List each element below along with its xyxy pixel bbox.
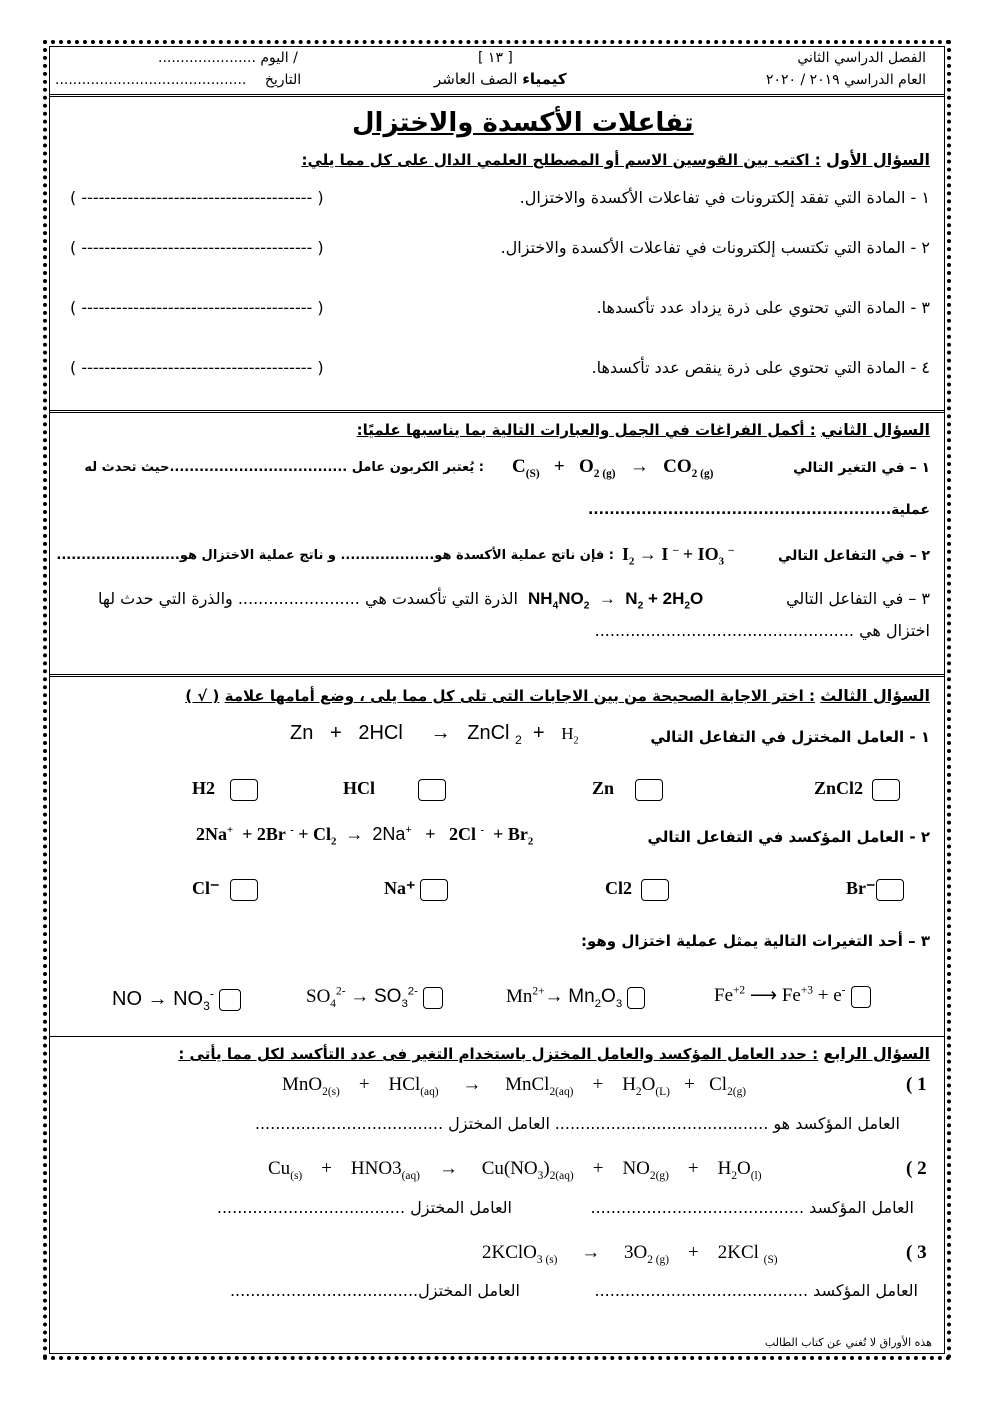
q3-3-option-no: NO → $NO_3^-$ [112, 986, 241, 1013]
q2-item-1-line2: عملية......................................................... [587, 502, 930, 518]
day-label: اليوم / [260, 50, 298, 66]
subject-grade [434, 70, 567, 88]
q3-3-checkbox-mn[interactable] [627, 987, 645, 1009]
q4-1-equation: MnO$_{2(s)}$ + HCl$_{(aq)}$ → MnCl$_{2(aq)}$ + $H_2O_{(L)} + Cl_{2(g)}$ [282, 1074, 747, 1098]
q3-3-option-so4: $SO_4^{2-} \to SO_3^{2-}$ [306, 986, 443, 1010]
q3-1-checkbox-h2[interactable] [230, 779, 258, 801]
header-divider [49, 94, 945, 97]
q3-3-checkbox-no[interactable] [219, 989, 241, 1011]
q3-2-checkbox-cl2[interactable] [641, 879, 669, 901]
subject: كيمياء [522, 70, 567, 88]
q3-1-checkbox-hcl[interactable] [418, 779, 446, 801]
q2-heading [357, 420, 930, 439]
q2-item-3-equation: $NH_4NO_2 \to N_2 + 2H_2O$ [528, 589, 704, 612]
q3-check-mark: ( √ ) [185, 687, 220, 705]
date-dots: ........................................... [55, 72, 247, 88]
q1-item-1: ١ - المادة التي تفقد إلكترونات في تفاعلات الأكسدة والاختزال. [519, 188, 930, 207]
q4-2-oxidizer[interactable]: العامل المؤكسد .......................................... [590, 1198, 914, 1217]
q2-item-2-equation: $I_2 \to I$ $^- + IO_3$ – [622, 544, 734, 568]
q3-label: السؤال الثالث [820, 686, 930, 705]
q2-item-1-prefix: ١ – في التغير التالي [793, 460, 930, 476]
academic-year: العام الدراسي ٢٠١٩ / ٢٠٢٠ [765, 72, 926, 88]
q3-1-option-zn: Zn [592, 778, 663, 801]
q3-item-1-prefix: ١ - العامل المختزل في التفاعل التالي [650, 728, 930, 746]
q3-1-option-hcl: HCl [343, 778, 446, 801]
page-title: تفاعلات الأكسدة والاختزال [352, 108, 694, 138]
q4-1-oxidizer[interactable]: العامل المؤكسد هو .......................................... [554, 1114, 900, 1133]
q3-2-option-cl2: Cl2 [605, 878, 669, 901]
q1-heading [301, 150, 930, 169]
q4-1-number: ( 1 [906, 1074, 927, 1095]
q3-3-option-mn: $Mn^{2+}\to Mn_2O_3$ [506, 986, 645, 1010]
q1-answer-3[interactable]: ( ---------------------------------------- ) [70, 298, 324, 317]
q4-2-equation: $Cu_{(s)}$ + $HNO3_{(aq)}$ → $Cu(NO_3)_{2(aq)}$ + $NO_{2(g)}$ + $H_2O_{(l)}$ [268, 1158, 762, 1182]
q4-1-reducer[interactable]: العامل المختزل ..................................... [254, 1114, 550, 1133]
q3-1-checkbox-zncl2[interactable] [872, 779, 900, 801]
q3-3-checkbox-so4[interactable] [423, 987, 443, 1009]
q2-item-2-text: : فإن ناتج عملية الأكسدة هو................... و ناتج عملية الاختزال هو......................... [56, 548, 614, 563]
q1-label: السؤال الأول [826, 150, 930, 169]
q2-instruction: : أكمل الفراغات في الجمل والعبارات التالية بما يناسبها علميًا: [356, 421, 816, 439]
q2-item-1-equation: $C_{(S)} + O_2$ $_{(g)} \to CO_2$ $_{(g)}$ [512, 456, 714, 480]
q1-answer-4[interactable]: ( ---------------------------------------- ) [70, 358, 324, 377]
q3-item-2-prefix: ٢ - العامل المؤكسد في التفاعل التالي [647, 828, 930, 846]
q4-2-reducer[interactable]: العامل المختزل ..................................... [216, 1198, 512, 1217]
q2-item-1-text: : يُعتبر الكربون عامل ....................................حيث تحدث له [84, 460, 484, 475]
q3-2-checkbox-br[interactable] [876, 879, 904, 901]
q2-item-3-line2: اختزال هي ................................................... [594, 621, 930, 640]
date-field [55, 72, 301, 88]
q3-instruction: : اختر الاجابة الصحيحة من بين الاجابات التى تلى كل مما يلى ، وضع أمامها علامة [224, 687, 816, 705]
q2-item-2-prefix: ٢ – في التفاعل التالي [778, 548, 930, 564]
q4-label: السؤال الرابع [823, 1044, 930, 1063]
q3-1-option-h2: H2 [192, 778, 258, 801]
q1-item-2: ٢ - المادة التي تكتسب إلكترونات في تفاعلات الأكسدة والاختزال. [500, 238, 930, 257]
date-label: التاريخ [264, 72, 302, 88]
q1-instruction: : اكتب بين القوسين الاسم أو المصطلح العلمي الدال على كل مما يلي: [301, 151, 821, 169]
q4-3-number: ( 3 [906, 1242, 927, 1263]
q4-heading [178, 1044, 930, 1063]
q1-answer-1[interactable]: ( ---------------------------------------- ) [70, 188, 324, 207]
q2-label: السؤال الثاني [821, 420, 930, 439]
q3-3-option-fe: $Fe^{+2}$ ⟶ $Fe^{+3} + e^-$ [714, 984, 871, 1008]
q1-divider [49, 410, 945, 413]
q3-item-3-prefix: ٣ – أحد التغيرات التالية يمثل عملية اختزال وهو: [581, 932, 930, 950]
q2-item-3-text: الذرة التي تأكسدت هي ........................ والذرة التي حدث لها [97, 589, 518, 608]
q4-3-reducer[interactable]: العامل المختزل..................................... [229, 1281, 520, 1300]
q3-2-option-br: Br⁻ [846, 878, 904, 901]
q1-answer-2[interactable]: ( ---------------------------------------- ) [70, 238, 324, 257]
q4-2-number: ( 2 [906, 1158, 927, 1179]
q3-2-checkbox-cl[interactable] [230, 879, 258, 901]
day-dots: ...................... [158, 50, 256, 66]
q3-1-checkbox-zn[interactable] [635, 779, 663, 801]
q3-3-checkbox-fe[interactable] [851, 986, 871, 1008]
footer-note: هذه الأوراق لا تُغني عن كتاب الطالب [764, 1336, 932, 1349]
q2-item-3-prefix: ٣ – في التفاعل التالي [786, 589, 930, 608]
page-number: [ ١٣ ] [478, 50, 513, 66]
term-label: الفصل الدراسي الثاني [797, 50, 926, 66]
q3-heading [185, 686, 930, 705]
q3-2-option-cl: Cl⁻ [192, 878, 258, 901]
q3-2-checkbox-na[interactable] [420, 879, 448, 901]
q3-item-2-equation: 2Na+ + 2Br $^- + Cl_2 \to 2Na^+ + 2Cl$ $^- + Br_2$ [196, 824, 534, 848]
q3-2-option-na: Na⁺ [384, 878, 448, 901]
q4-3-equation: 2KClO$_{3 (s)}$ → $3O_{2 (g)}$ + 2KCl $_{(S)}$ [482, 1242, 778, 1266]
q3-divider [49, 1036, 945, 1037]
q4-instruction: : حدد العامل المؤكسد والعامل المختزل باستخدام التغير فى عدد التأكسد لكل مما يأتى : [178, 1045, 819, 1063]
grade: الصف العاشر [434, 70, 518, 88]
q4-3-oxidizer[interactable]: العامل المؤكسد .......................................... [594, 1281, 918, 1300]
q2-divider [49, 674, 945, 677]
day-field [158, 50, 298, 66]
q1-item-3: ٣ - المادة التي تحتوي على ذرة يزداد عدد تأكسدها. [596, 298, 930, 317]
q1-item-4: ٤ - المادة التي تحتوي على ذرة ينقص عدد تأكسدها. [591, 358, 930, 377]
q3-item-1-equation: Zn + 2HCl → ZnCl $_2 + H_2$ [290, 722, 579, 747]
q3-1-option-zncl2: ZnCl2 [814, 778, 900, 801]
